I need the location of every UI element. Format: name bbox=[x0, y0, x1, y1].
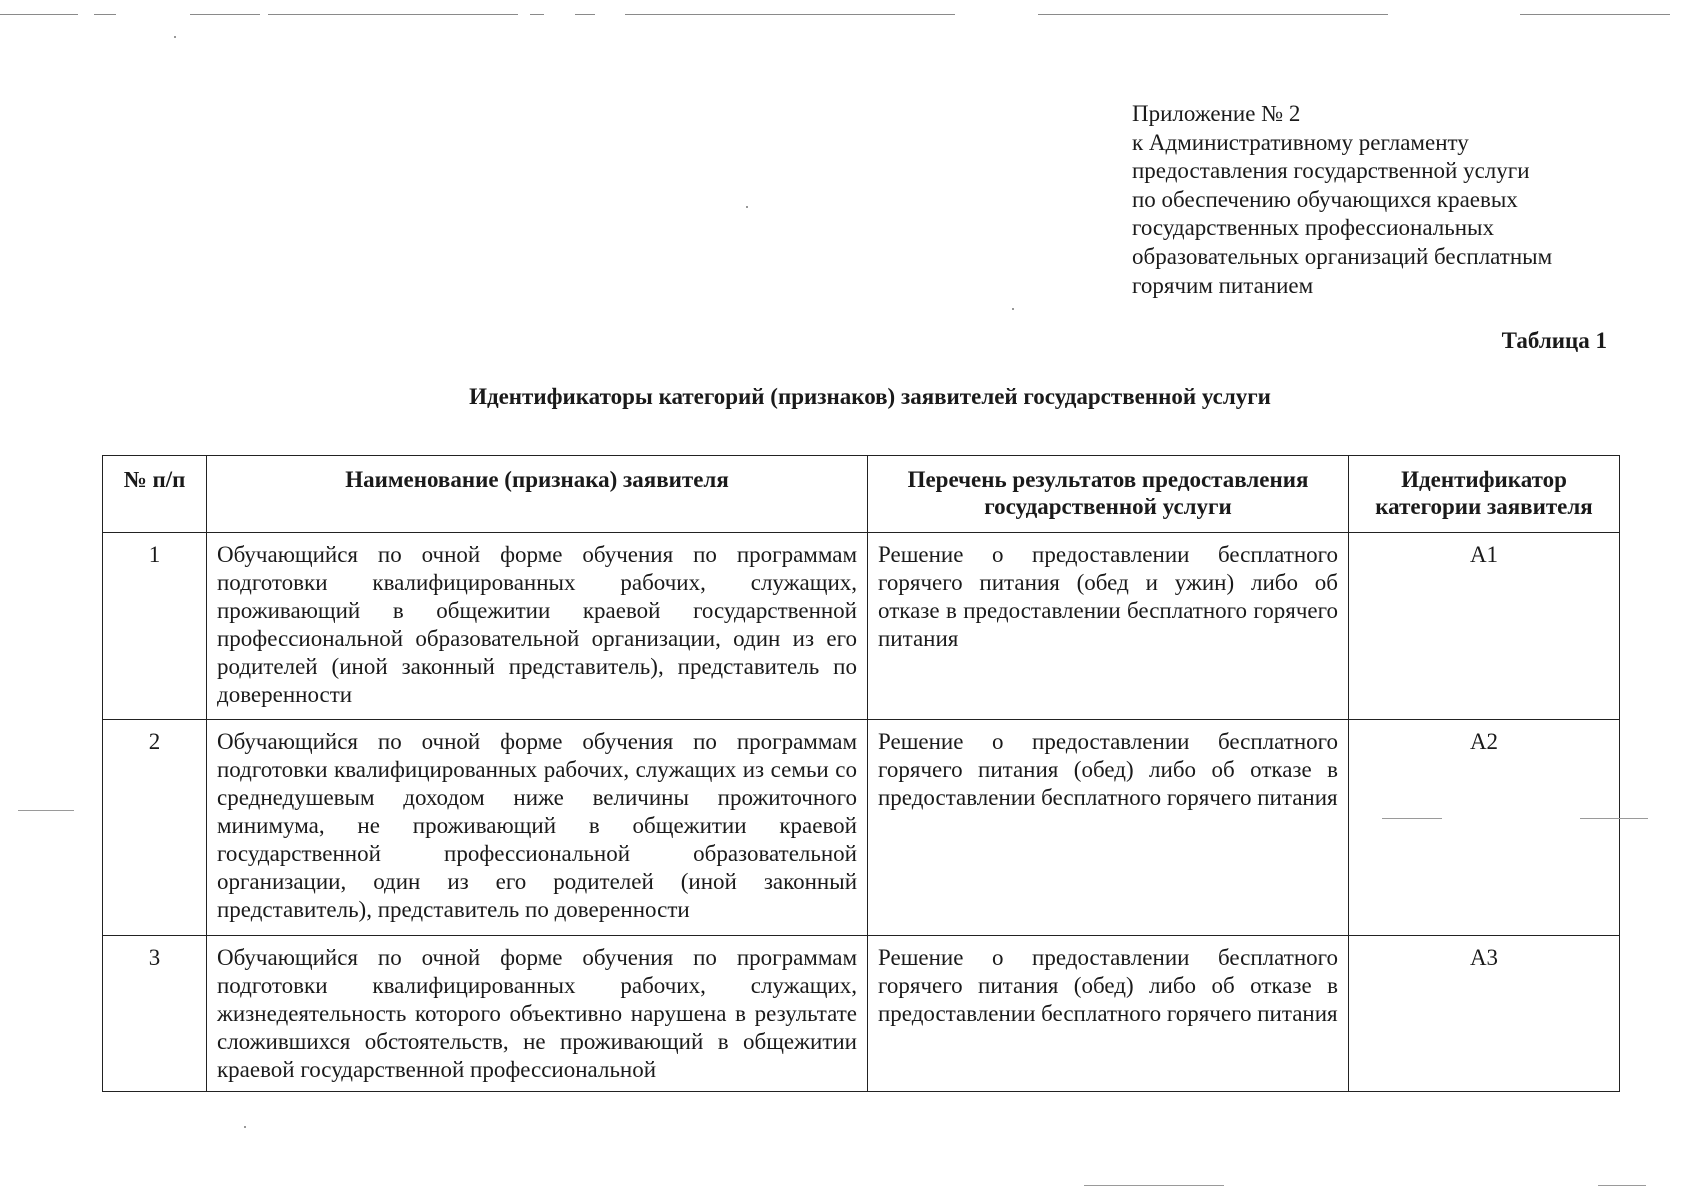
row-applicant-name: Обучающийся по очной форме обучения по программам подготовки квалифицированных рабочих, служащих, проживающий в общежитии краевой государственной профессиональной образовательной организации, один из его родителей (иной законный представитель), представитель по доверенности bbox=[207, 533, 868, 720]
row-number: 2 bbox=[103, 720, 207, 936]
header-results-list: Перечень результатов предоставления государственной услуги bbox=[868, 456, 1349, 533]
scan-speck bbox=[174, 36, 176, 38]
document-title: Идентификаторы категорий (признаков) заявителей государственной услуги bbox=[469, 384, 1271, 409]
table-row bbox=[103, 720, 1620, 936]
scan-artifact-lines bbox=[0, 0, 1708, 30]
appendix-line: Приложение № 2 bbox=[1132, 101, 1301, 126]
appendix-reference bbox=[1132, 100, 1602, 300]
scan-mark bbox=[1580, 818, 1648, 819]
row-result: Решение о предоставлении бесплатного горячего питания (обед) либо об отказе в предоставлении бесплатного горячего питания bbox=[868, 936, 1349, 1092]
row-result: Решение о предоставлении бесплатного горячего питания (обед и ужин) либо об отказе в предоставлении бесплатного горячего питания bbox=[868, 533, 1349, 720]
table-number-label: Таблица 1 bbox=[1501, 328, 1607, 353]
row-applicant-name: Обучающийся по очной форме обучения по программам подготовки квалифицированных рабочих, служащих из семьи со среднедушевым доходом ниже величины прожиточного минимума, не проживающий в общежитии краевой государственной профессиональной образовательной организации, один из его родителей (иной законный представитель), представитель по доверенности bbox=[207, 720, 868, 936]
row-number: 1 bbox=[103, 533, 207, 720]
appendix-line: по обеспечению обучающихся краевых bbox=[1132, 186, 1518, 212]
row-result: Решение о предоставлении бесплатного горячего питания (обед) либо об отказе в предоставлении бесплатного горячего питания bbox=[868, 720, 1349, 936]
scan-speck bbox=[746, 206, 748, 208]
scan-speck bbox=[244, 1126, 246, 1128]
appendix-line: к Административному регламенту bbox=[1132, 129, 1469, 155]
scan-speck bbox=[1012, 308, 1014, 310]
appendix-line: горячим питанием bbox=[1132, 272, 1314, 298]
applicant-categories-table bbox=[102, 455, 1620, 1092]
table-header-row bbox=[103, 456, 1620, 533]
row-number: 3 bbox=[103, 936, 207, 1092]
table-row bbox=[103, 533, 1620, 720]
row-category-code: А3 bbox=[1349, 936, 1620, 1092]
row-category-code: А2 bbox=[1349, 720, 1620, 936]
header-applicant-name: Наименование (признака) заявителя bbox=[207, 456, 868, 533]
row-category-code: А1 bbox=[1349, 533, 1620, 720]
scan-mark bbox=[1598, 1185, 1646, 1186]
appendix-line: образовательных организаций бесплатным bbox=[1132, 243, 1553, 269]
table-row bbox=[103, 936, 1620, 1092]
header-category-identifier: Идентификатор категории заявителя bbox=[1349, 456, 1620, 533]
header-number: № п/п bbox=[103, 456, 207, 533]
row-applicant-name: Обучающийся по очной форме обучения по программам подготовки квалифицированных рабочих, служащих, жизнедеятельность которого объективно нарушена в результате сложившихся обстоятельств, не проживающий в общежитии краевой государственной профессиональной bbox=[207, 936, 868, 1092]
scan-mark bbox=[1382, 818, 1442, 819]
appendix-line: государственных профессиональных bbox=[1132, 215, 1494, 241]
appendix-line: предоставления государственной услуги bbox=[1132, 158, 1530, 184]
scan-mark bbox=[18, 810, 74, 811]
scan-mark bbox=[1084, 1185, 1224, 1186]
